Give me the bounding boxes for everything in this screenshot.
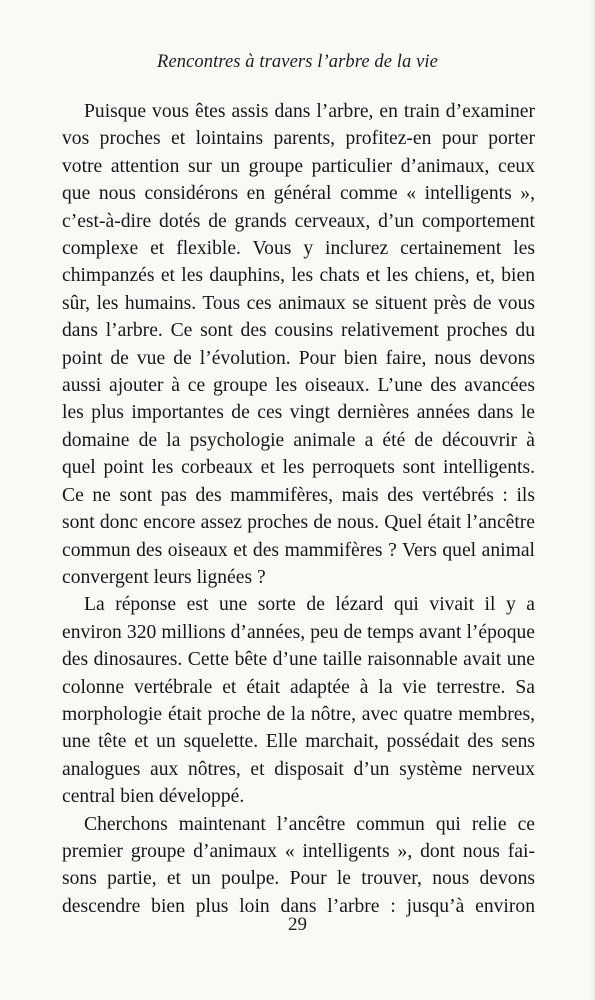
paragraph-3: Cherchons maintenant l’ancêtre commun qui relie ce premier groupe d’animaux « intelligents », dont nous faisons partie, et un poulpe. Pour le trouver, nous devons descendre bien plus loin dans l’arbre : jusqu’à environ bbox=[62, 813, 535, 917]
running-head: Rencontres à travers l’arbre de la vie bbox=[157, 52, 438, 72]
paragraph-2: La réponse est une sorte de lézard qui vivait il y a environ 320 millions d’années, peu de temps avant l’époque des dinosaures. Cette bête d’une taille raisonnable avait une colonne vertébrale et était adaptée à la vie terrestre. Sa morphologie était proche de la nôtre, avec quatre membres, une tête et un squelette. Elle marchait, possédait des sens analogues aux nôtres, et disposait d’un système nerveux central bien développé. bbox=[62, 594, 535, 808]
page-edge-shadow bbox=[589, 0, 595, 1000]
paragraph-1: Puisque vous êtes assis dans l’arbre, en train d’examiner vos proches et lointains parents, profitez-en pour porter votre attention sur un groupe particulier d’animaux, ceux que nous considérons en général comme « intelligents », c’est-à-dire dotés de grands cerveaux, d’un comportement complexe et flexible. Vous y inclurez certainement les chimpanzés et les dauphins, les chats et les chiens, et, bien sûr, les humains. Tous ces animaux se situent près de vous dans l’arbre. Ce sont des cousins relativement proches du point de vue de l’évolution. Pour bien faire, nous devons aussi ajouter à ce groupe les oiseaux. L’une des avancées les plus importantes de ces vingt dernières années dans le domaine de la psychologie animale a été de découvrir à quel point les corbeaux et les perroquets sont intelligents. Ce ne sont pas des mammifères, mais des vertébrés : ils sont donc encore assez proches de nous. Quel était l’ancêtre commun des oiseaux et des mammifères ? Vers quel animal convergent leurs lignées ? bbox=[62, 101, 535, 588]
body-text bbox=[62, 98, 535, 920]
page-number: 29 bbox=[288, 914, 307, 935]
